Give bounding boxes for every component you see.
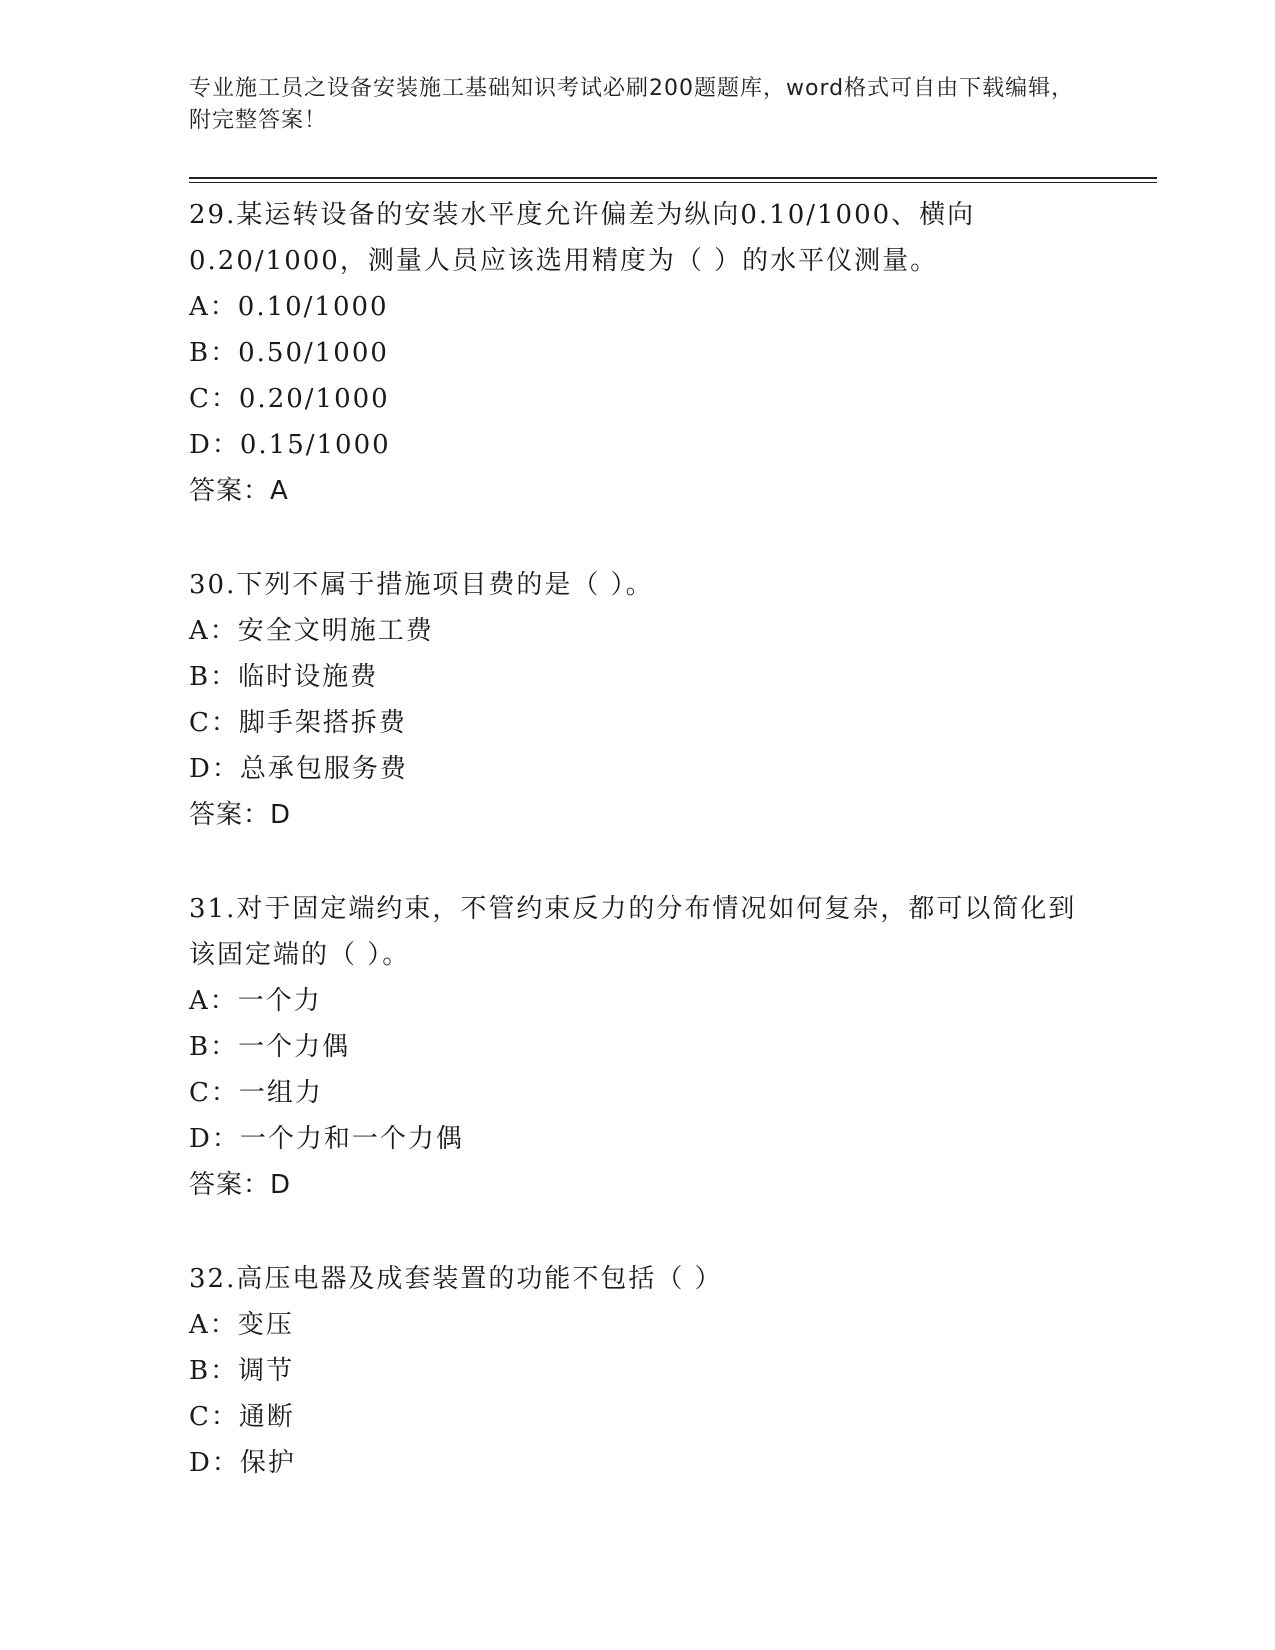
option-b: B：一个力偶 <box>189 1032 351 1062</box>
option-b: B：0.50/1000 <box>189 338 389 368</box>
answer-line: 答案：D <box>189 800 292 830</box>
question-29 <box>189 192 1089 514</box>
option-c: C：0.20/1000 <box>189 384 390 414</box>
question-stem: 32.高压电器及成套装置的功能不包括（ ） <box>189 1264 723 1294</box>
question-stem: 30.下列不属于措施项目费的是（ ）。 <box>189 570 654 600</box>
option-d: D：0.15/1000 <box>189 430 391 460</box>
option-d: D：保护 <box>189 1448 296 1478</box>
option-c: C：脚手架搭拆费 <box>189 708 407 738</box>
header-divider-thin <box>189 182 1157 183</box>
question-list <box>189 188 1089 1486</box>
answer-line: 答案：D <box>189 1170 292 1200</box>
question-stem: 31.对于固定端约束，不管约束反力的分布情况如何复杂，都可以简化到该固定端的（ ）。 <box>189 894 1077 970</box>
option-a: A：变压 <box>189 1310 294 1340</box>
option-a: A：0.10/1000 <box>189 292 389 322</box>
question-gap <box>189 1208 1089 1252</box>
option-a: A：安全文明施工费 <box>189 616 434 646</box>
option-d: D：总承包服务费 <box>189 754 408 784</box>
option-c: C：一组力 <box>189 1078 323 1108</box>
option-a: A：一个力 <box>189 986 322 1016</box>
question-32 <box>189 1256 1089 1486</box>
question-gap <box>189 514 1089 558</box>
document-header: 专业施工员之设备安装施工基础知识考试必刷200题题库，word格式可自由下载编辑，附完整答案！ <box>189 76 1075 133</box>
question-stem: 29.某运转设备的安装水平度允许偏差为纵向0.10/1000、横向0.20/1000，测量人员应该选用精度为（ ）的水平仪测量。 <box>189 200 976 276</box>
header-divider-thick <box>189 177 1157 179</box>
answer-line: 答案：A <box>189 476 289 506</box>
question-30 <box>189 562 1089 838</box>
option-c: C：通断 <box>189 1402 295 1432</box>
question-31 <box>189 886 1089 1208</box>
option-d: D：一个力和一个力偶 <box>189 1124 464 1154</box>
option-b: B：临时设施费 <box>189 662 379 692</box>
option-b: B：调节 <box>189 1356 295 1386</box>
question-gap <box>189 838 1089 882</box>
